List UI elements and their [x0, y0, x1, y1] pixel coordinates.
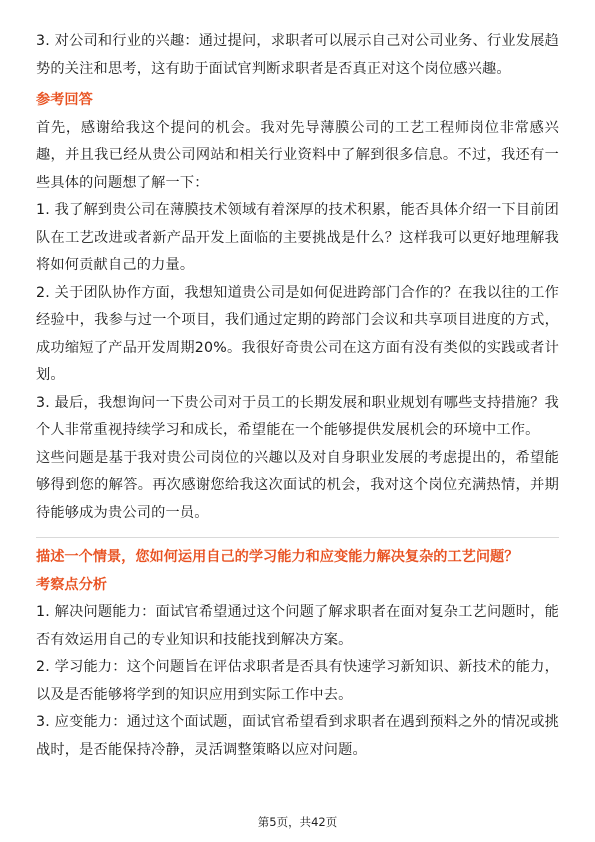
document-body — [36, 28, 559, 764]
section-divider — [36, 537, 559, 538]
answer-paragraph: 这些问题是基于我对贵公司岗位的兴趣以及对自身职业发展的考虑提出的，希望能够得到您的解答。再次感谢您给我这次面试的机会，我对这个岗位充满热情，并期待能够成为贵公司的一员。 — [36, 449, 559, 521]
question-heading: 描述一个情景，您如何运用自己的学习能力和应变能力解决复杂的工艺问题？ — [36, 549, 519, 565]
answer-paragraph: 3. 最后，我想询问一下贵公司对于员工的长期发展和职业规划有哪些支持措施？我个人非常重视持续学习和成长，希望能在一个能够提供发展机会的环境中工作。 — [36, 394, 559, 438]
analysis-item: 3. 应变能力：通过这个面试题，面试官希望看到求职者在遇到预料之外的情况或挑战时，是否能保持冷静，灵活调整策略以应对问题。 — [36, 714, 559, 758]
analysis-heading: 考察点分析 — [36, 576, 107, 593]
top-item: 3. 对公司和行业的兴趣：通过提问，求职者可以展示自己对公司业务、行业发展趋势的关注和思考，这有助于面试官判断求职者是否真正对这个岗位感兴趣。 — [36, 33, 559, 77]
answer-paragraph: 2. 关于团队协作方面，我想知道贵公司是如何促进跨部门合作的？在我以往的工作经验中，我参与过一个项目，我们通过定期的跨部门会议和共享项目进度的方式，成功缩短了产品开发周期20%。我很好奇贵公司在这方面有没有类似的实践或者计划。 — [36, 284, 559, 383]
answer-paragraph: 首先，感谢给我这个提问的机会。我对先导薄膜公司的工艺工程师岗位非常感兴趣，并且我已经从贵公司网站和相关行业资料中了解到很多信息。不过，我还有一些具体的问题想了解一下： — [36, 119, 559, 191]
analysis-item: 2. 学习能力：这个问题旨在评估求职者是否具有快速学习新知识、新技术的能力，以及是否能够将学到的知识应用到实际工作中去。 — [36, 659, 559, 703]
analysis-item: 1. 解决问题能力：面试官希望通过这个问题了解求职者在面对复杂工艺问题时，能否有效运用自己的专业知识和技能找到解决方案。 — [36, 604, 559, 648]
answer-heading: 参考回答 — [36, 92, 93, 108]
page-footer: 第5页，共42页 — [257, 815, 338, 829]
answer-paragraph: 1. 我了解到贵公司在薄膜技术领域有着深厚的技术积累，能否具体介绍一下目前团队在工艺改进或者新产品开发上面临的主要挑战是什么？这样我可以更好地理解我将如何贡献自己的力量。 — [36, 202, 559, 273]
